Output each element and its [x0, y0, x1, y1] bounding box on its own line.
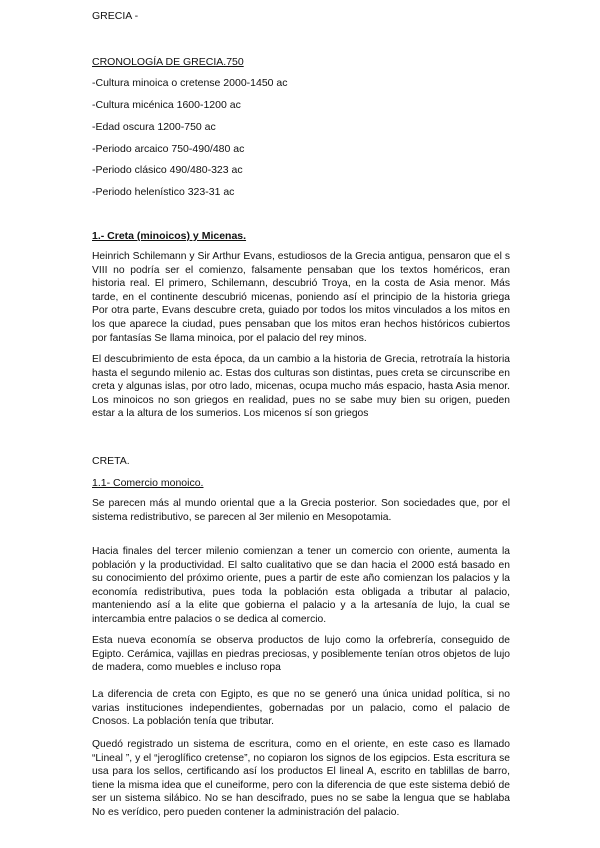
section-heading: CRETA.: [92, 455, 130, 467]
section-title: 1.- Creta (minoicos) y Micenas.: [92, 230, 247, 242]
paragraph: La diferencia de creta con Egipto, es que no se generó una única unidad política, si no varias instituciones independientes, gobernadas por un palacio, como el palacio de Cnosos. La población tenía que tributar.: [92, 689, 510, 728]
chronology-item: -Cultura minoica o cretense 2000-1450 ac: [92, 77, 288, 89]
paragraph: El descubrimiento de esta época, da un cambio a la historia de Grecia, retrotraía la historia hasta el segundo milenio ac. Estas dos culturas son distintas, pues creta se circunscribe en creta y algunas islas, por otro lado, micenas, ocupa mucho más espacio, hasta Asia menor. Los minoicos no son griegos en realidad, pues no se sabe muy bien su origen, pueden estar a la altura de los sumerios. Los micenos sí son griegos: [92, 354, 510, 420]
chronology-item: -Edad oscura 1200-750 ac: [92, 121, 216, 133]
chronology-item: -Periodo helenístico 323-31 ac: [92, 186, 235, 198]
chronology-item: -Cultura micénica 1600-1200 ac: [92, 99, 241, 111]
chronology-title: CRONOLOGÍA DE GRECIA.750: [92, 56, 244, 68]
document-header: GRECIA -: [92, 10, 139, 22]
paragraph: Hacia finales del tercer milenio comienzan a tener un comercio con oriente, aumenta la población y la productividad. El salto cualitativo que se dan hacia el 2000 está basado en su conocimiento del próximo oriente, pues a partir de este año comienzan los palacios y la economía redistributiva, pues toda la población esta obligada a tributar al palacio, manteniendo así a la elite que gobierna el palacio y a la artesanía de lujo, la cual se intercambia entre palacios o se dedica al comercio.: [92, 546, 510, 625]
paragraph: Esta nueva economía se observa productos de lujo como la orfebrería, conseguido de Egipto. Cerámica, vajillas en piedras preciosas, y posiblemente tenían otros objetos de lujo de madera, como muebles e incluso ropa: [92, 635, 510, 674]
chronology-item: -Periodo clásico 490/480-323 ac: [92, 164, 243, 176]
paragraph: Heinrich Schilemann y Sir Arthur Evans, estudiosos de la Grecia antigua, pensaron que el s VIII no podría ser el comienzo, falsamente pensaban que los textos homéricos, eran historia real. El primero, Schilemann, descubrió Troya, en la costa de Asia menor. Más tarde, en el continente descubrió micenas, poniendo así el principio de la historia griega Por otra parte, Evans descubre creta, guiado por todos los mitos vinculados a los mitos en los que aparece la ciudad, pues pensaban que los mitos eran hechos históricos cubiertos por fantasías Se llama minoica, por el palacio del rey minos.: [92, 251, 510, 344]
chronology-item: -Periodo arcaico 750-490/480 ac: [92, 143, 245, 155]
paragraph: Se parecen más al mundo oriental que a la Grecia posterior. Son sociedades que, por el sistema redistributivo, se parecen al 3er milenio en Mesopotamia.: [92, 498, 510, 523]
subsection-title: 1.1- Comercio monoico.: [92, 477, 204, 489]
paragraph: Quedó registrado un sistema de escritura, como en el oriente, en este caso es llamado “Lineal ”, y el “jeroglífico cretense”, no copiaron los signos de los egipcios. Esta escritura se usa para los sellos, certificando así los productos El lineal A, escrito en tablillas de barro, tiene la misma idea que el cuneiforme, pero con la diferencia de que este sistema debió de ser un sistema silábico. No se han descifrado, pues no se sabe la lengua que se hablaba No es verídico, pero pueden contener la administración del palacio.: [92, 739, 510, 818]
